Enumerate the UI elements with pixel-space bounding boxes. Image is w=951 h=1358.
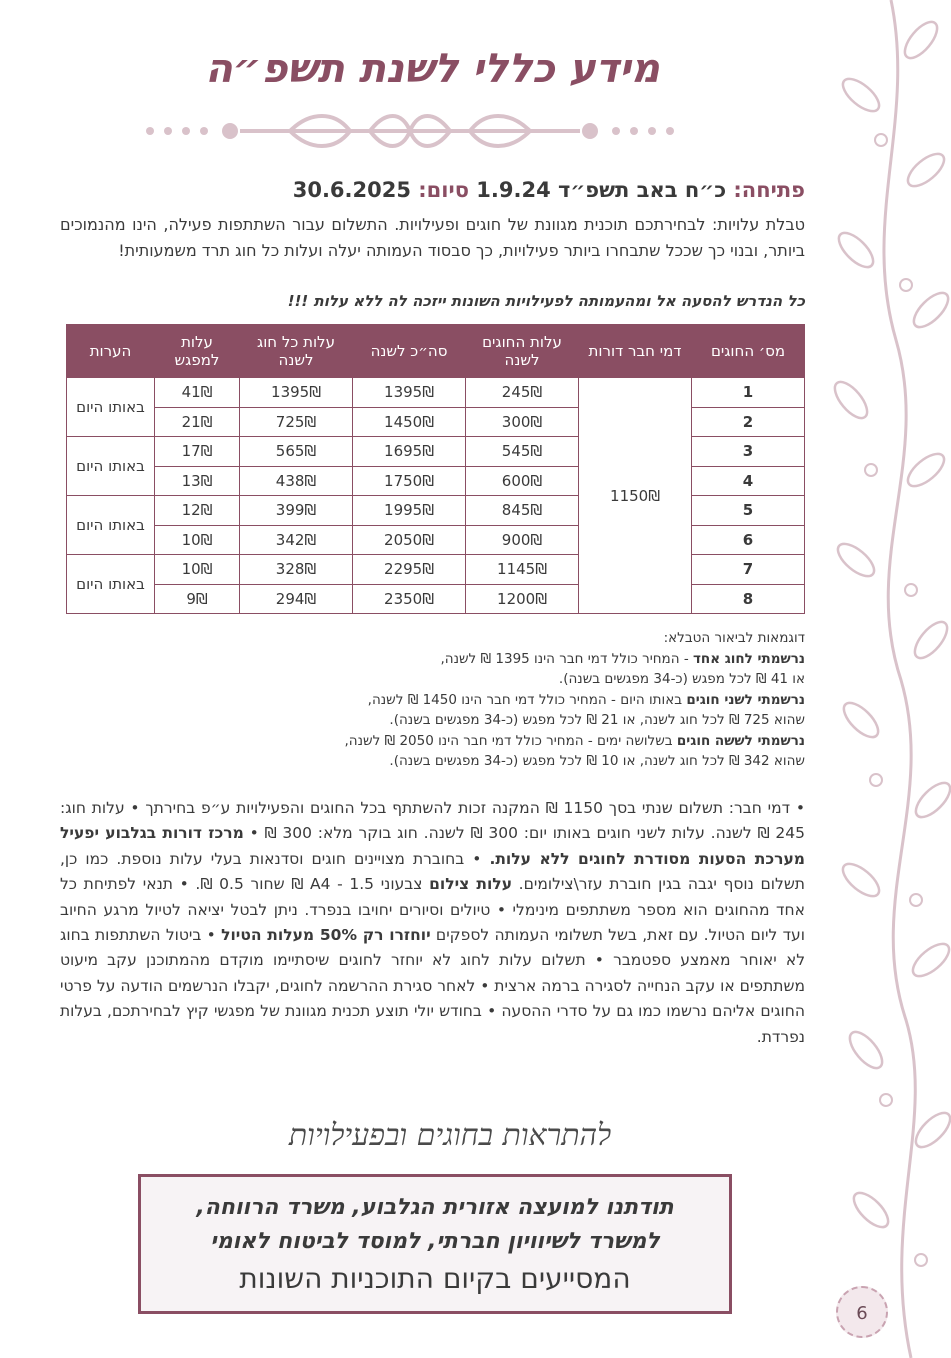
cell-total: 1695₪: [353, 437, 466, 467]
cell-per-meeting: 17₪: [155, 437, 240, 467]
table-row: [67, 437, 805, 467]
cell-per-meeting: 41₪: [155, 378, 240, 408]
cell-num: 7: [692, 555, 805, 585]
cell-num: 3: [692, 437, 805, 467]
intro-transport-note: כל הנדרש להסעה אל ומהעמותה לפעילויות השונות ייזכה לה ללא עלות !!!: [287, 292, 805, 310]
cell-per-class: 1395₪: [240, 378, 353, 408]
page-number: 6: [836, 1286, 888, 1338]
cell-per-meeting: 12₪: [155, 496, 240, 526]
example-1-title: נרשמתי לחוג אחד: [693, 650, 805, 667]
cell-note: באותו היום: [67, 437, 155, 496]
intro-text: טבלת עלויות: לבחירתכם תוכנית מגוונת של חוגים ופעילויות. התשלום עבור השתתפות פעילה, הינו מהנמוכים ביותר, ובנוי כך שככל שתבחרו ביותר פעילויות, כך סבסוד העמותה יעלה ועלות כל חוג תרד משמעותית!: [60, 215, 805, 260]
cell-per-class: 565₪: [240, 437, 353, 467]
header-num-classes: מס׳ החוגים: [692, 325, 805, 378]
cell-cost: 1200₪: [466, 584, 579, 614]
end-label: סיום:: [418, 178, 469, 202]
price-table: [66, 324, 805, 614]
terms-part-3: צבעוני A4 - 1.5 ₪ שחור 0.5 ₪. • תנאי לפתיחת כל אחד מהחוגים הוא מספר משתתפים מינימלי • טיולים וסיורים יחויבו בנפרד. ניתן לבטל יציאה לטיול מרגע החיוב ועד ליום הטיול. עם זאת, בשל תשלומי העמותה לספקים: [60, 875, 805, 945]
terms-copy-cost-bold: עלות צילום: [429, 875, 513, 894]
example-3-title: נרשמתי לששה חוגים: [676, 732, 805, 749]
cell-total: 2050₪: [353, 525, 466, 555]
cell-per-meeting: 13₪: [155, 466, 240, 496]
cell-num: 5: [692, 496, 805, 526]
header-cost-per-meeting: עלות למפגש: [155, 325, 240, 378]
example-3-detail: שהוא 342 ₪ לכל חוג לשנה, או 10 ₪ לכל מפגש (כ-34 מפגשים בשנה).: [389, 753, 805, 769]
table-row: [67, 407, 805, 437]
example-2: [60, 690, 805, 711]
example-1-text: - המחיר כולל דמי חבר הינו 1395 ₪ לשנה,: [440, 650, 693, 667]
table-row: [67, 378, 805, 408]
cell-per-meeting: 10₪: [155, 555, 240, 585]
cell-cost: 600₪: [466, 466, 579, 496]
cell-per-class: 399₪: [240, 496, 353, 526]
end-date: 30.6.2025: [292, 178, 411, 202]
terms-paragraph: [60, 796, 805, 1050]
header-membership: דמי חבר דורות: [579, 325, 692, 378]
cell-num: 8: [692, 584, 805, 614]
cell-per-class: 342₪: [240, 525, 353, 555]
terms-part-4: • ביטול השתתפות בחוג לא יאוחר מאמצע ספטמבר • תשלום עלות לחוג לא יוחזר לחוגים שיסתיימו מוקדם מהמתוכנן עקב מיעוט משתתפים או עקב הנחייה לסגירה ברמה ארצית • לאחר סגירת ההרשמה לחוגים, יקבלו הנרשמים הודעה על פרטי החוגים אליהם נרשמו כמו גם על סדרי ההסעה • בחודש יולי תוצע תכנית מגוונת של מפגשי קיץ לבחירתכם, בעלות נפרדת.: [60, 926, 805, 1046]
cell-total: 2295₪: [353, 555, 466, 585]
table-row: [67, 525, 805, 555]
header-yearly-total: סה״כ לשנה: [353, 325, 466, 378]
terms-transport-bold: מרכז דורות בגלבוע יפעיל מערכת הסעות מסודרת לחוגים ללא עלות.: [60, 824, 806, 868]
cell-cost: 545₪: [466, 437, 579, 467]
table-header-row: [67, 325, 805, 378]
example-3: [60, 731, 805, 752]
cell-cost: 900₪: [466, 525, 579, 555]
content: [60, 0, 805, 1358]
cell-note: באותו היום: [67, 496, 155, 555]
opening-dates: [60, 178, 805, 202]
terms-part-2: • בחוברת מצויינים חוגים וסדנאות בעלי עלות נוספת. כמו כן, תשלום נוסף יגבה בגין חוברת עזר\צילומים.: [60, 849, 805, 894]
example-2-text: באותו היום - המחיר כולל דמי חבר הינו 1450 ₪ לשנה,: [367, 691, 687, 708]
signature-text: להתראות בחוגים ובפעילויות: [288, 1118, 612, 1153]
terms-refund-bold: יוחזרו רק 50% מעלות הטיול: [221, 926, 431, 945]
thanks-line-3: המסייעים בקיום התוכניות השונות: [239, 1262, 631, 1295]
cell-per-meeting: 9₪: [155, 584, 240, 614]
opening-label: פתיחה:: [733, 178, 805, 202]
cell-per-meeting: 10₪: [155, 525, 240, 555]
cell-num: 1: [692, 378, 805, 408]
cell-total: 2350₪: [353, 584, 466, 614]
cell-per-class: 328₪: [240, 555, 353, 585]
cell-cost: 300₪: [466, 407, 579, 437]
cell-note: באותו היום: [67, 555, 155, 614]
cell-total: 1395₪: [353, 378, 466, 408]
header-notes: הערות: [67, 325, 155, 378]
cell-total: 1450₪: [353, 407, 466, 437]
example-3-text: בשלושה ימים - המחיר כולל דמי חבר הינו 2050 ₪ לשנה,: [344, 732, 677, 749]
cell-per-class: 725₪: [240, 407, 353, 437]
header-classes-cost: עלות החוגים לשנה: [466, 325, 579, 378]
table-row: [67, 496, 805, 526]
cell-num: 4: [692, 466, 805, 496]
vine-decoration: [821, 0, 951, 1358]
examples-section: [60, 628, 805, 772]
table-row: [67, 584, 805, 614]
example-1-detail: או 41 ₪ לכל מפגש (כ-34 מפגשים בשנה).: [558, 671, 805, 687]
cell-cost: 245₪: [466, 378, 579, 408]
cell-cost: 1145₪: [466, 555, 579, 585]
table-row: [67, 555, 805, 585]
opening-hebrew-date: כ״ח באב תשפ״ד: [558, 178, 727, 202]
cell-note: באותו היום: [67, 378, 155, 437]
cell-num: 6: [692, 525, 805, 555]
example-1: [60, 649, 805, 670]
cell-total: 1750₪: [353, 466, 466, 496]
thanks-line-2: למשרד לשיוויון חברתי, למוסד לביטוח לאומי: [210, 1229, 660, 1254]
example-2-detail: שהוא 725 ₪ לכל חוג לשנה, או 21 ₪ לכל מפגש (כ-34 מפגשים בשנה).: [389, 712, 805, 728]
cell-per-meeting: 21₪: [155, 407, 240, 437]
header-cost-per-class: עלות כל חוג לשנה: [240, 325, 353, 378]
cell-total: 1995₪: [353, 496, 466, 526]
cell-membership: 1150₪: [579, 378, 692, 614]
terms-part-1: • דמי חבר: תשלום שנתי בסך 1150 ₪ המקנה זכות להשתתף בכל החוגים והפעילויות ע״פ בחירתך • עלות חוג: 245 ₪ לשנה. עלות לשני חוגים באותו יום: 300 ₪ לשנה. חוג בוקר מלא: 300 ₪ •: [60, 799, 805, 843]
cell-per-class: 438₪: [240, 466, 353, 496]
example-2-title: נרשמתי לשני חוגים: [686, 691, 805, 708]
page-title: מידע כללי לשנת תשפ״ה: [205, 46, 660, 92]
thanks-line-1: תודתנו למועצה אזורית הגלבוע, משרד הרווחה,: [196, 1195, 674, 1220]
cell-num: 2: [692, 407, 805, 437]
cell-per-class: 294₪: [240, 584, 353, 614]
opening-start-date: 1.9.24: [476, 178, 551, 202]
table-row: [67, 466, 805, 496]
examples-heading: דוגמאות לביאור הטבלא:: [663, 630, 805, 646]
cell-cost: 845₪: [466, 496, 579, 526]
ornament-divider: [140, 106, 680, 156]
thanks-box: [138, 1174, 732, 1314]
